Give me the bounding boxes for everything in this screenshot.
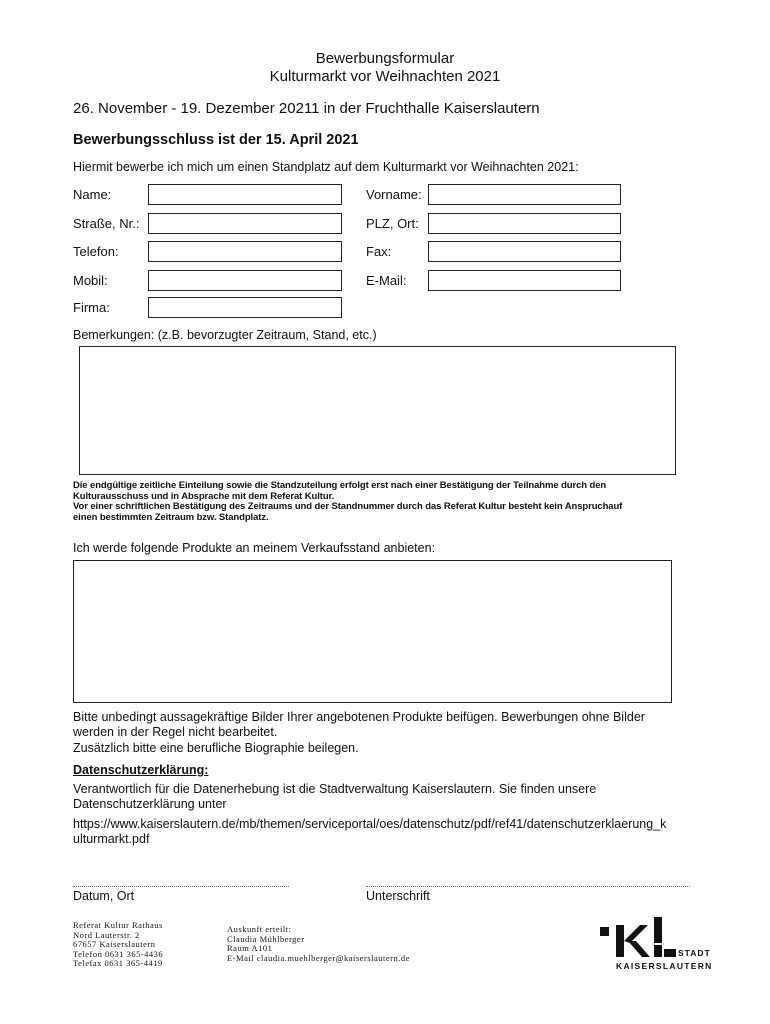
strasse-field[interactable]: [148, 213, 342, 234]
form-subtitle: Kulturmarkt vor Weihnachten 2021: [269, 68, 501, 85]
images-note-line: werden in der Regel nicht bearbeitet.: [73, 725, 278, 739]
privacy-url-line[interactable]: https://www.kaiserslautern.de/mb/themen/serviceportal/oes/datenschutz/pdf/ref41/datenschutzerklaerung_k: [73, 817, 667, 831]
email-field[interactable]: [428, 270, 621, 291]
address-line: Telefax 0631 365-4419: [73, 958, 163, 968]
notice-line: Kulturausschuss und in Absprache mit dem Referat Kultur.: [73, 490, 335, 502]
address-line: Telefon 0631 365-4436: [73, 948, 164, 959]
name-field[interactable]: [148, 184, 342, 205]
bemerkungen-label: Bemerkungen: (z.B. bevorzugter Zeitraum, Stand, etc.): [73, 328, 377, 342]
vorname-label: Vorname:: [366, 187, 422, 202]
notice-line: einen bestimmten Zeitraum bzw. Standplatz.: [73, 511, 269, 523]
products-textarea[interactable]: [73, 560, 672, 703]
biography-note: Zusätzlich bitte eine berufliche Biographie beilegen.: [73, 741, 359, 755]
intro-text: Hiermit bewerbe ich mich um einen Standplatz auf dem Kulturmarkt vor Weihnachten 2021:: [73, 160, 579, 174]
privacy-url-line[interactable]: ulturmarkt.pdf: [73, 832, 150, 846]
logo-stadt-text: STADT: [678, 948, 711, 958]
address-line: Nord Lauterstr. 2: [73, 929, 140, 940]
strasse-label: Straße, Nr.:: [73, 216, 140, 231]
contact-line: Raum A101: [227, 943, 273, 953]
telefon-label: Telefon:: [73, 244, 119, 259]
plz-ort-field[interactable]: [428, 213, 621, 234]
application-deadline: Bewerbungsschluss ist der 15. April 2021: [73, 132, 359, 148]
logo-city-text: KAISERSLAUTERN: [616, 961, 713, 971]
event-dates: 26. November - 19. Dezember 20211 in der Fruchthalle Kaiserslautern: [73, 100, 540, 117]
images-note: [73, 710, 645, 740]
privacy-line: Verantwortlich für die Datenerhebung ist die Stadtverwaltung Kaiserslautern. Sie finden unsere: [73, 782, 597, 796]
mobil-field[interactable]: [148, 270, 342, 291]
products-label: Ich werde folgende Produkte an meinem Verkaufsstand anbieten:: [73, 541, 436, 555]
contact-line: Auskunft erteilt:: [227, 924, 292, 934]
contact-line: Claudia Mühlberger: [227, 933, 305, 944]
mobil-label: Mobil:: [73, 273, 108, 288]
notice-line: Vor einer schriftlichen Bestätigung des Zeitraums und der Standnummer durch das Referat Kultur besteht kein Anspruchauf: [73, 501, 623, 512]
privacy-text: [73, 782, 596, 812]
telefon-field[interactable]: [148, 241, 342, 262]
kaiserslautern-logo: [598, 915, 713, 975]
date-label: Datum, Ort: [73, 889, 135, 903]
bemerkungen-textarea[interactable]: [79, 346, 676, 475]
privacy-line: Datenschutzerklärung unter: [73, 797, 227, 811]
notice-line: Die endgültige zeitliche Einteilung sowie die Standzuteilung erfolgt erst nach einer Bestätigung der Teilnahme durch den: [73, 480, 607, 491]
signature-line[interactable]: [366, 886, 690, 887]
contact-line: E-Mail claudia.muehlberger@kaiserslautern.de: [227, 952, 410, 963]
privacy-heading: Datenschutzerklärung:: [73, 763, 209, 777]
plz-label: PLZ, Ort:: [366, 216, 419, 231]
vorname-field[interactable]: [428, 184, 621, 205]
date-line[interactable]: [73, 886, 289, 887]
footer-contact: [227, 925, 410, 963]
footer-address: [73, 921, 163, 969]
privacy-url[interactable]: [73, 817, 666, 847]
allocation-notice: [73, 481, 693, 523]
name-label: Name:: [73, 187, 112, 202]
address-line: 67657 Kaiserslautern: [73, 939, 156, 949]
fax-label: Fax:: [366, 244, 392, 259]
firma-field[interactable]: [148, 297, 342, 318]
firma-label: Firma:: [73, 300, 110, 315]
fax-field[interactable]: [428, 241, 621, 262]
email-label: E-Mail:: [366, 273, 407, 288]
images-note-line: Bitte unbedingt aussagekräftige Bilder Ihrer angebotenen Produkte beifügen. Bewerbungen ohne Bilder: [73, 710, 645, 724]
signature-label: Unterschrift: [366, 889, 430, 903]
form-title: Bewerbungsformular: [315, 50, 455, 67]
address-line: Referat Kultur Rathaus: [73, 920, 163, 930]
